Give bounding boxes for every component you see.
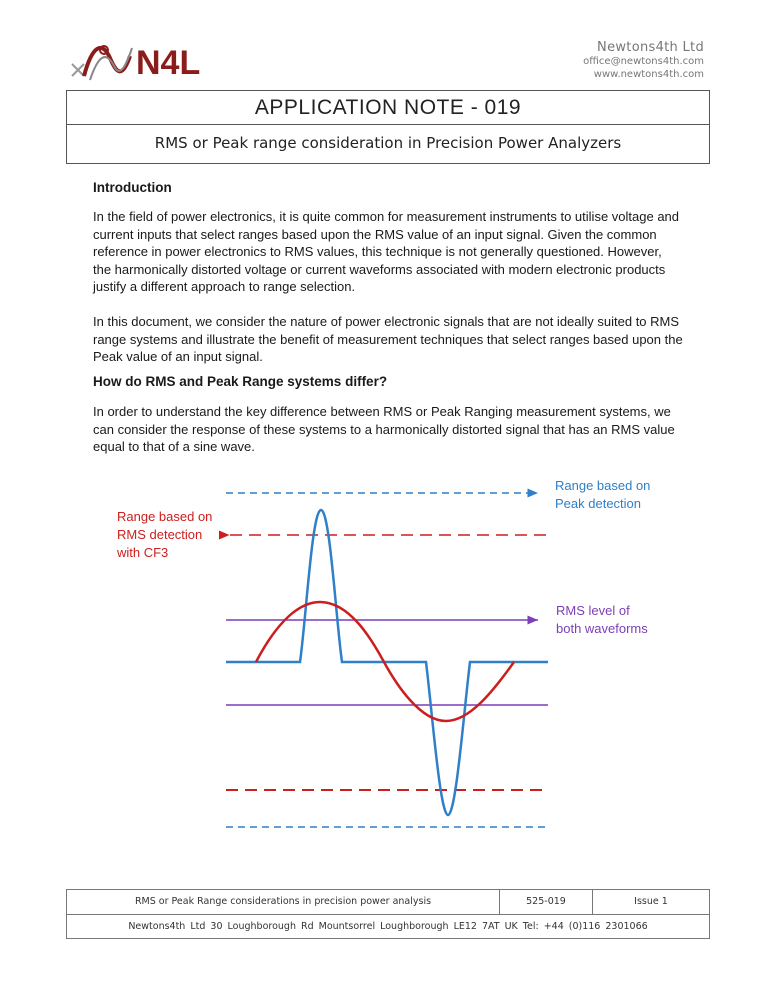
n4l-logo: [70, 36, 240, 86]
level-label-line1: RMS level of: [556, 603, 630, 618]
intro-p1-text: In the field of power electronics, it is quite common for measurement instruments to utilise voltage and current inputs that select ranges based upon the RMS value of an input signal. Given the common reference in power electronics to RMS values, this technique is not generally questioned. However, the harmonically distorted voltage or current waveforms associated with modern electronic products justify a different approach to range selection.: [93, 209, 680, 294]
range-diagram: [0, 470, 768, 840]
page-footer: [66, 889, 710, 939]
logo-text: N4L: [136, 44, 201, 82]
intro-paragraph-2: [93, 313, 683, 366]
distorted-waveform: [226, 510, 548, 815]
intro-section: [93, 179, 683, 197]
page-subtitle: RMS or Peak range consideration in Precision Power Analyzers: [154, 134, 622, 152]
company-website[interactable]: www.newtons4th.com: [593, 69, 704, 80]
footer-doc-number: 525-019: [500, 890, 593, 914]
rms-label-line3: with CF3: [117, 545, 169, 560]
company-info: [583, 40, 704, 81]
title-box: [66, 90, 710, 164]
diff-paragraph: [93, 403, 683, 456]
intro-paragraph-1: [93, 208, 683, 296]
diff-p1-text: In order to understand the key difference between RMS or Peak Ranging measurement systems, we can consider the response of these systems to a harmonically distorted signal that has an RMS value equal to that of a sine wave.: [93, 404, 675, 454]
company-name: Newtons4th Ltd: [597, 40, 704, 55]
page-title: APPLICATION NOTE - 019: [67, 91, 709, 125]
footer-doc-title: RMS or Peak Range considerations in precision power analysis: [67, 890, 500, 914]
footer-issue: Issue 1: [634, 896, 668, 907]
rms-label-line2: RMS detection: [117, 527, 203, 542]
footer-address: Newtons4th Ltd 30 Loughborough Rd Mountsorrel Loughborough LE12 7AT UK Tel: +44 (0)116 2301066: [128, 921, 648, 932]
level-label-line2: both waveforms: [556, 621, 648, 636]
rms-label-line1: Range based on: [117, 509, 213, 524]
diff-heading: How do RMS and Peak Range systems differ?: [93, 374, 388, 389]
peak-label-line1: Range based on: [555, 478, 651, 493]
diff-section: [93, 373, 683, 391]
company-email[interactable]: office@newtons4th.com: [583, 56, 704, 67]
intro-p2-text: In this document, we consider the nature of power electronic signals that are not ideally suited to RMS range systems and illustrate the benefit of measurement techniques that select ranges based upon the Peak value of an input signal.: [93, 314, 683, 364]
intro-heading: Introduction: [93, 180, 172, 195]
peak-label-line2: Peak detection: [555, 496, 642, 511]
